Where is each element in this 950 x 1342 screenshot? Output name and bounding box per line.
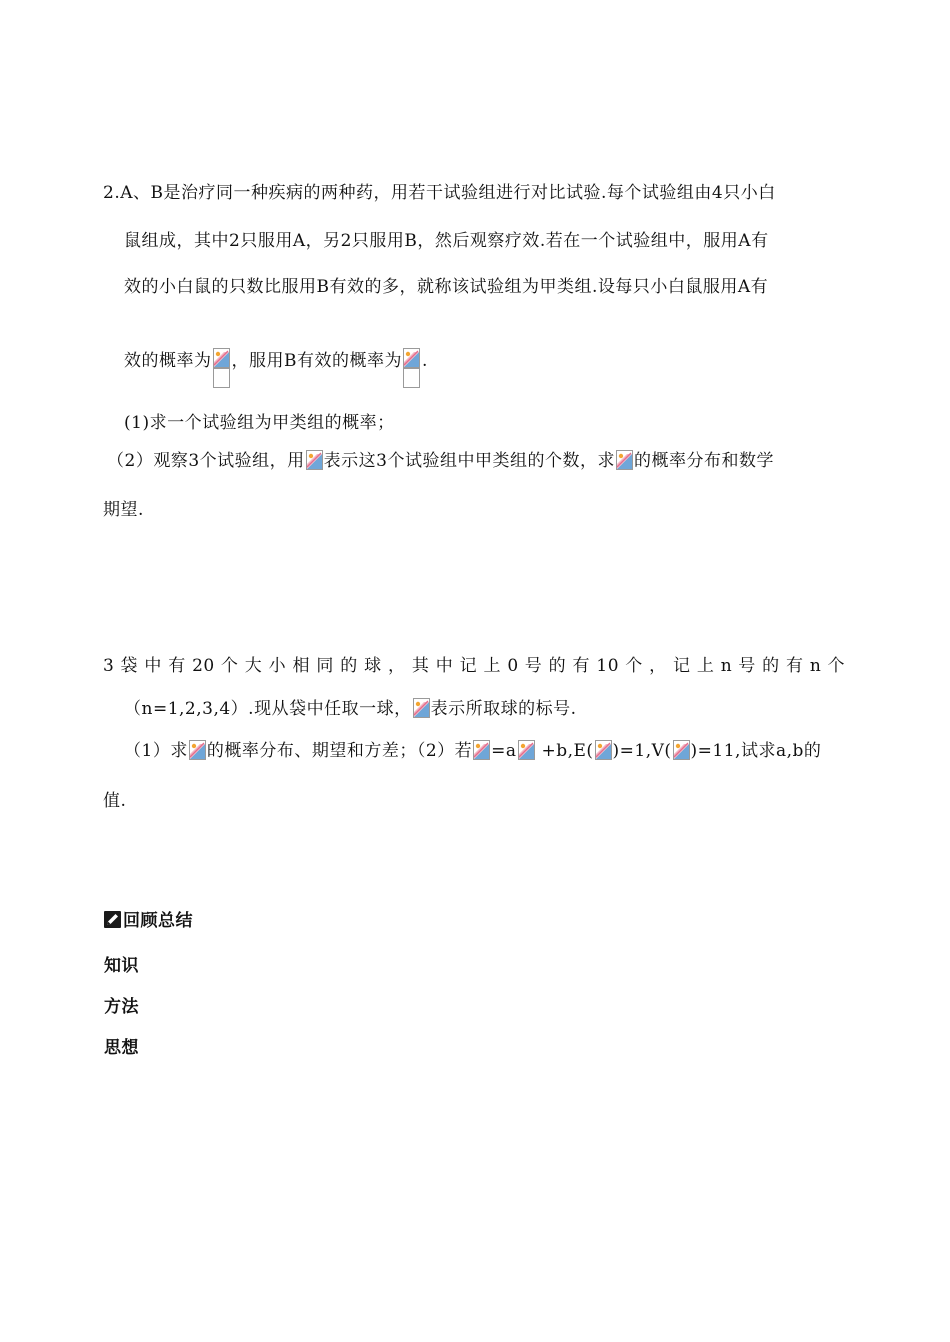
- problem3-line2-text-b: 表示所取球的标号.: [430, 699, 577, 719]
- problem2-line2: 鼠组成，其中2只服用A，另2只服用B，然后观察疗效.若在一个试验组中，服用A有: [124, 231, 769, 251]
- broken-image-icon: [595, 740, 612, 760]
- problem2-line4: [124, 346, 428, 388]
- summary-heading: [104, 906, 193, 931]
- problem3-q-text-f: )=11,试求a,b的: [690, 741, 822, 761]
- broken-image-icon: [306, 450, 323, 470]
- pencil-note-icon: [104, 911, 121, 928]
- broken-image-icon: [413, 698, 430, 718]
- problem3-question-cont: 值.: [103, 791, 127, 811]
- problem2-line1: 2.A、B是治疗同一种疾病的两种药，用若干试验组进行对比试验.每个试验组由4只小白: [103, 183, 776, 203]
- problem2-question2-cont: 期望.: [103, 500, 144, 520]
- problem2-question1: (1)求一个试验组为甲类组的概率；: [124, 413, 395, 433]
- problem3-question: [124, 736, 821, 761]
- broken-image-icon: [189, 740, 206, 760]
- problem2-line4-text-c: .: [422, 351, 428, 371]
- broken-image-icon: [473, 740, 490, 760]
- summary-title: 回顾总结: [123, 911, 193, 931]
- problem2-line4-text-a: 效的概率为: [124, 351, 212, 371]
- broken-image-icon: [616, 450, 633, 470]
- problem3-q-text-c: =a: [491, 741, 517, 761]
- broken-image-icon: [518, 740, 535, 760]
- problem2-question2: [107, 446, 774, 471]
- problem2-line4-text-b: ，服用B有效的概率为: [231, 351, 402, 371]
- problem3-line1: 3 袋 中 有 20 个 大 小 相 同 的 球 ， 其 中 记 上 0 号 的 有 10 个 ， 记 上 n 号 的 有 n 个: [103, 656, 845, 676]
- broken-image-icon: [213, 348, 231, 388]
- problem3-q-text-a: （1）求: [124, 741, 188, 761]
- problem2-line3: 效的小白鼠的只数比服用B有效的多，就称该试验组为甲类组.设每只小白鼠服用A有: [124, 277, 769, 297]
- problem2-q2-text-a: （2）观察3个试验组，用: [107, 451, 305, 471]
- problem3-line2: [124, 694, 576, 719]
- problem3-q-text-b: 的概率分布、期望和方差；（2）若: [206, 741, 473, 761]
- problem2-q2-text-c: 的概率分布和数学: [633, 451, 774, 471]
- summary-item-method: 方法: [104, 997, 139, 1017]
- summary-item-knowledge: 知识: [104, 956, 139, 976]
- problem3-line2-text-a: （n=1,2,3,4）.现从袋中任取一球，: [124, 699, 412, 719]
- broken-image-icon: [673, 740, 690, 760]
- problem3-q-text-e: )=1,V(: [612, 741, 672, 761]
- broken-image-icon: [403, 348, 421, 388]
- summary-item-thinking: 思想: [104, 1038, 139, 1058]
- problem2-q2-text-b: 表示这3个试验组中甲类组的个数，求: [323, 451, 615, 471]
- problem3-q-text-d: +b,E(: [535, 741, 594, 761]
